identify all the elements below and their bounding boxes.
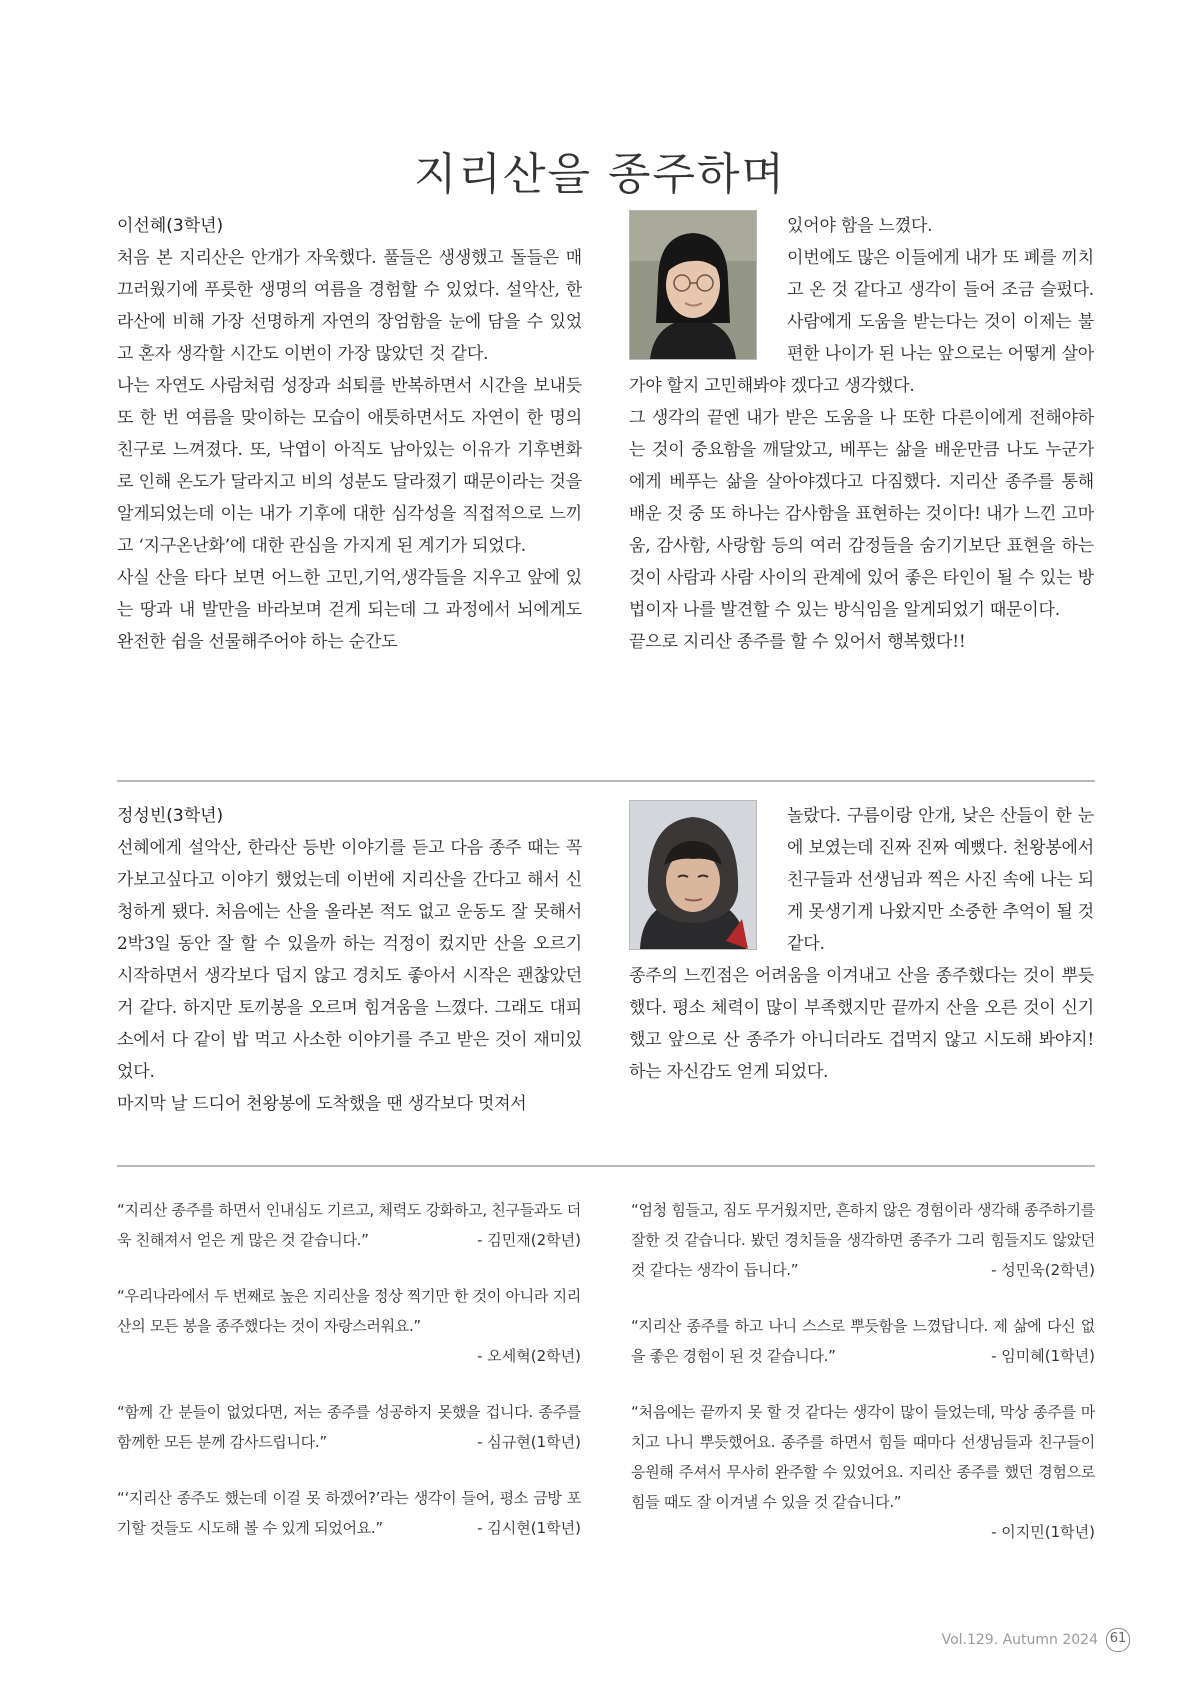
section-divider [117,1165,1095,1167]
quote-item [117,1281,581,1371]
quote-attribution: - 김시현(1학년) [477,1519,581,1537]
article-author: 이선혜(3학년) [117,216,224,236]
author-photo [629,800,757,950]
article-lee-seonhye [117,210,1095,770]
quote-item [117,1483,581,1543]
quote-text: “엄청 힘들고, 짐도 무거웠지만, 흔하지 않은 경험이라 생각해 종주하기를 잘한 것 같습니다. 봤던 경치들을 생각하면 종주가 그리 힘들지도 않았던 것 같다는 생각이 듭니다.” [631,1201,1095,1279]
quote-text: “함께 간 분들이 없었다면, 저는 종주를 성공하지 못했을 겁니다. 종주를 함께한 모든 분께 감사드립니다.” [117,1403,581,1451]
article-right-column [629,210,1094,658]
article-paragraph: 처음 본 지리산은 안개가 자욱했다. 풀들은 생생했고 돌들은 매끄러웠기에 푸릇한 생명의 여름을 경험할 수 있었다. 설악산, 한라산에 비해 가장 선명하게 자연의 장엄함을 눈에 담을 수 있었고 혼자 생각할 시간도 이번이 가장 많았던 것 같다. [117,248,582,364]
quote-item [117,1397,581,1457]
article-paragraph: 이번에도 많은 이들에게 내가 또 폐를 끼치고 온 것 같다고 생각이 들어 조금 슬펐다. 사람에게 도움을 받는다는 것이 이제는 불편한 나이가 된 나는 앞으로는 어떻게 살아가야 할지 고민해봐야 겠다고 생각했다. [629,248,1094,396]
author-photo [629,210,757,360]
article-paragraph: 놀랐다. 구름이랑 안개, 낮은 산들이 한 눈에 보였는데 진짜 진짜 예뻤다. 천왕봉에서 친구들과 선생님과 찍은 사진 속에 나는 되게 못생기게 나왔지만 소중한 추억이 될 것 같다. [787,806,1094,954]
article-paragraph: 마지막 날 드디어 천왕봉에 도착했을 땐 생각보다 멋져서 [117,1094,527,1114]
quote-item [631,1397,1095,1547]
quotes-left-column [117,1195,581,1569]
page-title: 지리산을 종주하며 [413,149,787,200]
quote-attribution: - 이지민(1학년) [991,1523,1095,1541]
article-right-column [629,800,1094,1088]
issue-label: Vol.129. Autumn 2024 [941,1632,1098,1648]
section-divider [117,780,1095,782]
quotes-right-column [631,1195,1095,1573]
article-paragraph: 끝으로 지리산 종주를 할 수 있어서 행복했다!! [629,632,966,652]
quote-text: “‘지리산 종주도 했는데 이걸 못 하겠어?’라는 생각이 들어, 평소 금방 포기할 것들도 시도해 볼 수 있게 되었어요.” [117,1489,581,1537]
article-jeong-seongbin [117,800,1095,1145]
quote-text: “지리산 종주를 하면서 인내심도 기르고, 체력도 강화하고, 친구들과도 더욱 친해져서 얻은 게 많은 것 같습니다.” [117,1201,581,1249]
student-portrait-image [630,801,756,949]
quote-attribution: - 김민재(2학년) [477,1231,581,1249]
page-footer [942,1628,1130,1652]
article-paragraph: 있어야 함을 느꼈다. [787,216,933,236]
article-left-column [117,800,582,1120]
quote-item [631,1195,1095,1285]
quote-item [631,1311,1095,1371]
article-author: 정성빈(3학년) [117,806,224,826]
page-number: 61 [1106,1628,1130,1652]
quote-attribution: - 오세혁(2학년) [477,1347,581,1365]
article-paragraph: 종주의 느낀점은 어려움을 이겨내고 산을 종주했다는 것이 뿌듯했다. 평소 체력이 많이 부족했지만 끝까지 산을 오른 것이 신기했고 앞으로 산 종주가 아니더라도 겁먹지 않고 시도해 봐야지! 하는 자신감도 얻게 되었다. [629,966,1094,1082]
quote-text: “처음에는 끝까지 못 할 것 같다는 생각이 많이 들었는데, 막상 종주를 마치고 나니 뿌듯했어요. 종주를 하면서 힘들 때마다 선생님들과 친구들이 응원해 주셔서 무사히 완주할 수 있었어요. 지리산 종주를 했던 경험으로 힘들 때도 잘 이겨낼 수 있을 것 같습니다.” [631,1403,1095,1511]
quote-attribution: - 성민욱(2학년) [991,1261,1095,1279]
quote-attribution: - 심규현(1학년) [477,1433,581,1451]
quote-attribution: - 임미혜(1학년) [991,1347,1095,1365]
article-paragraph: 그 생각의 끝엔 내가 받은 도움을 나 또한 다른이에게 전해야하는 것이 중요함을 깨달았고, 베푸는 삶을 배운만큼 나도 누군가에게 베푸는 삶을 살아야겠다고 다짐했다. 지리산 종주를 통해 배운 것 중 또 하나는 감사함을 표현하는 것이다! 내가 느낀 고마움, 감사함, 사랑함 등의 여러 감정들을 숨기기보단 표현을 하는것이 사람과 사람 사이의 관계에 있어 좋은 타인이 될 수 있는 방법이자 나를 발견할 수 있는 방식임을 알게되었기 때문이다. [629,408,1094,620]
article-paragraph: 선혜에게 설악산, 한라산 등반 이야기를 듣고 다음 종주 때는 꼭 가보고싶다고 이야기 했었는데 이번에 지리산을 간다고 해서 신청하게 됐다. 처음에는 산을 올라본 적도 없고 운동도 잘 못해서 2박3일 동안 잘 할 수 있을까 하는 걱정이 컸지만 산을 오르기 시작하면서 생각보다 덥지 않고 경치도 좋아서 시작은 괜찮았던 거 같다. 하지만 토끼봉을 오르며 힘겨움을 느꼈다. 그래도 대피소에서 다 같이 밥 먹고 사소한 이야기를 주고 받은 것이 재미있었다. [117,838,582,1082]
quote-text: “지리산 종주를 하고 나니 스스로 뿌듯함을 느꼈답니다. 제 삶에 다신 없을 좋은 경험이 된 것 같습니다.” [631,1317,1095,1365]
article-paragraph: 나는 자연도 사람처럼 성장과 쇠퇴를 반복하면서 시간을 보내듯 또 한 번 여름을 맞이하는 모습이 애틋하면서도 자연이 한 명의 친구로 느껴졌다. 또, 낙엽이 아직도 남아있는 이유가 기후변화로 인해 온도가 달라지고 비의 성분도 달라졌기 때문이라는 것을 알게되었는데 이는 내가 기후에 대한 심각성을 직접적으로 느끼고 ‘지구온난화’에 대한 관심을 가지게 된 계기가 되었다. [117,376,582,556]
quote-item [117,1195,581,1255]
student-portrait-image [630,211,756,359]
quote-text: “우리나라에서 두 번째로 높은 지리산을 정상 찍기만 한 것이 아니라 지리산의 모든 봉을 종주했다는 것이 자랑스러워요.” [117,1287,581,1335]
article-left-column [117,210,582,658]
article-paragraph: 사실 산을 타다 보면 어느한 고민,기억,생각들을 지우고 앞에 있는 땅과 내 발만을 바라보며 걷게 되는데 그 과정에서 뇌에게도 완전한 쉼을 선물해주어야 하는 순간도 [117,568,582,652]
